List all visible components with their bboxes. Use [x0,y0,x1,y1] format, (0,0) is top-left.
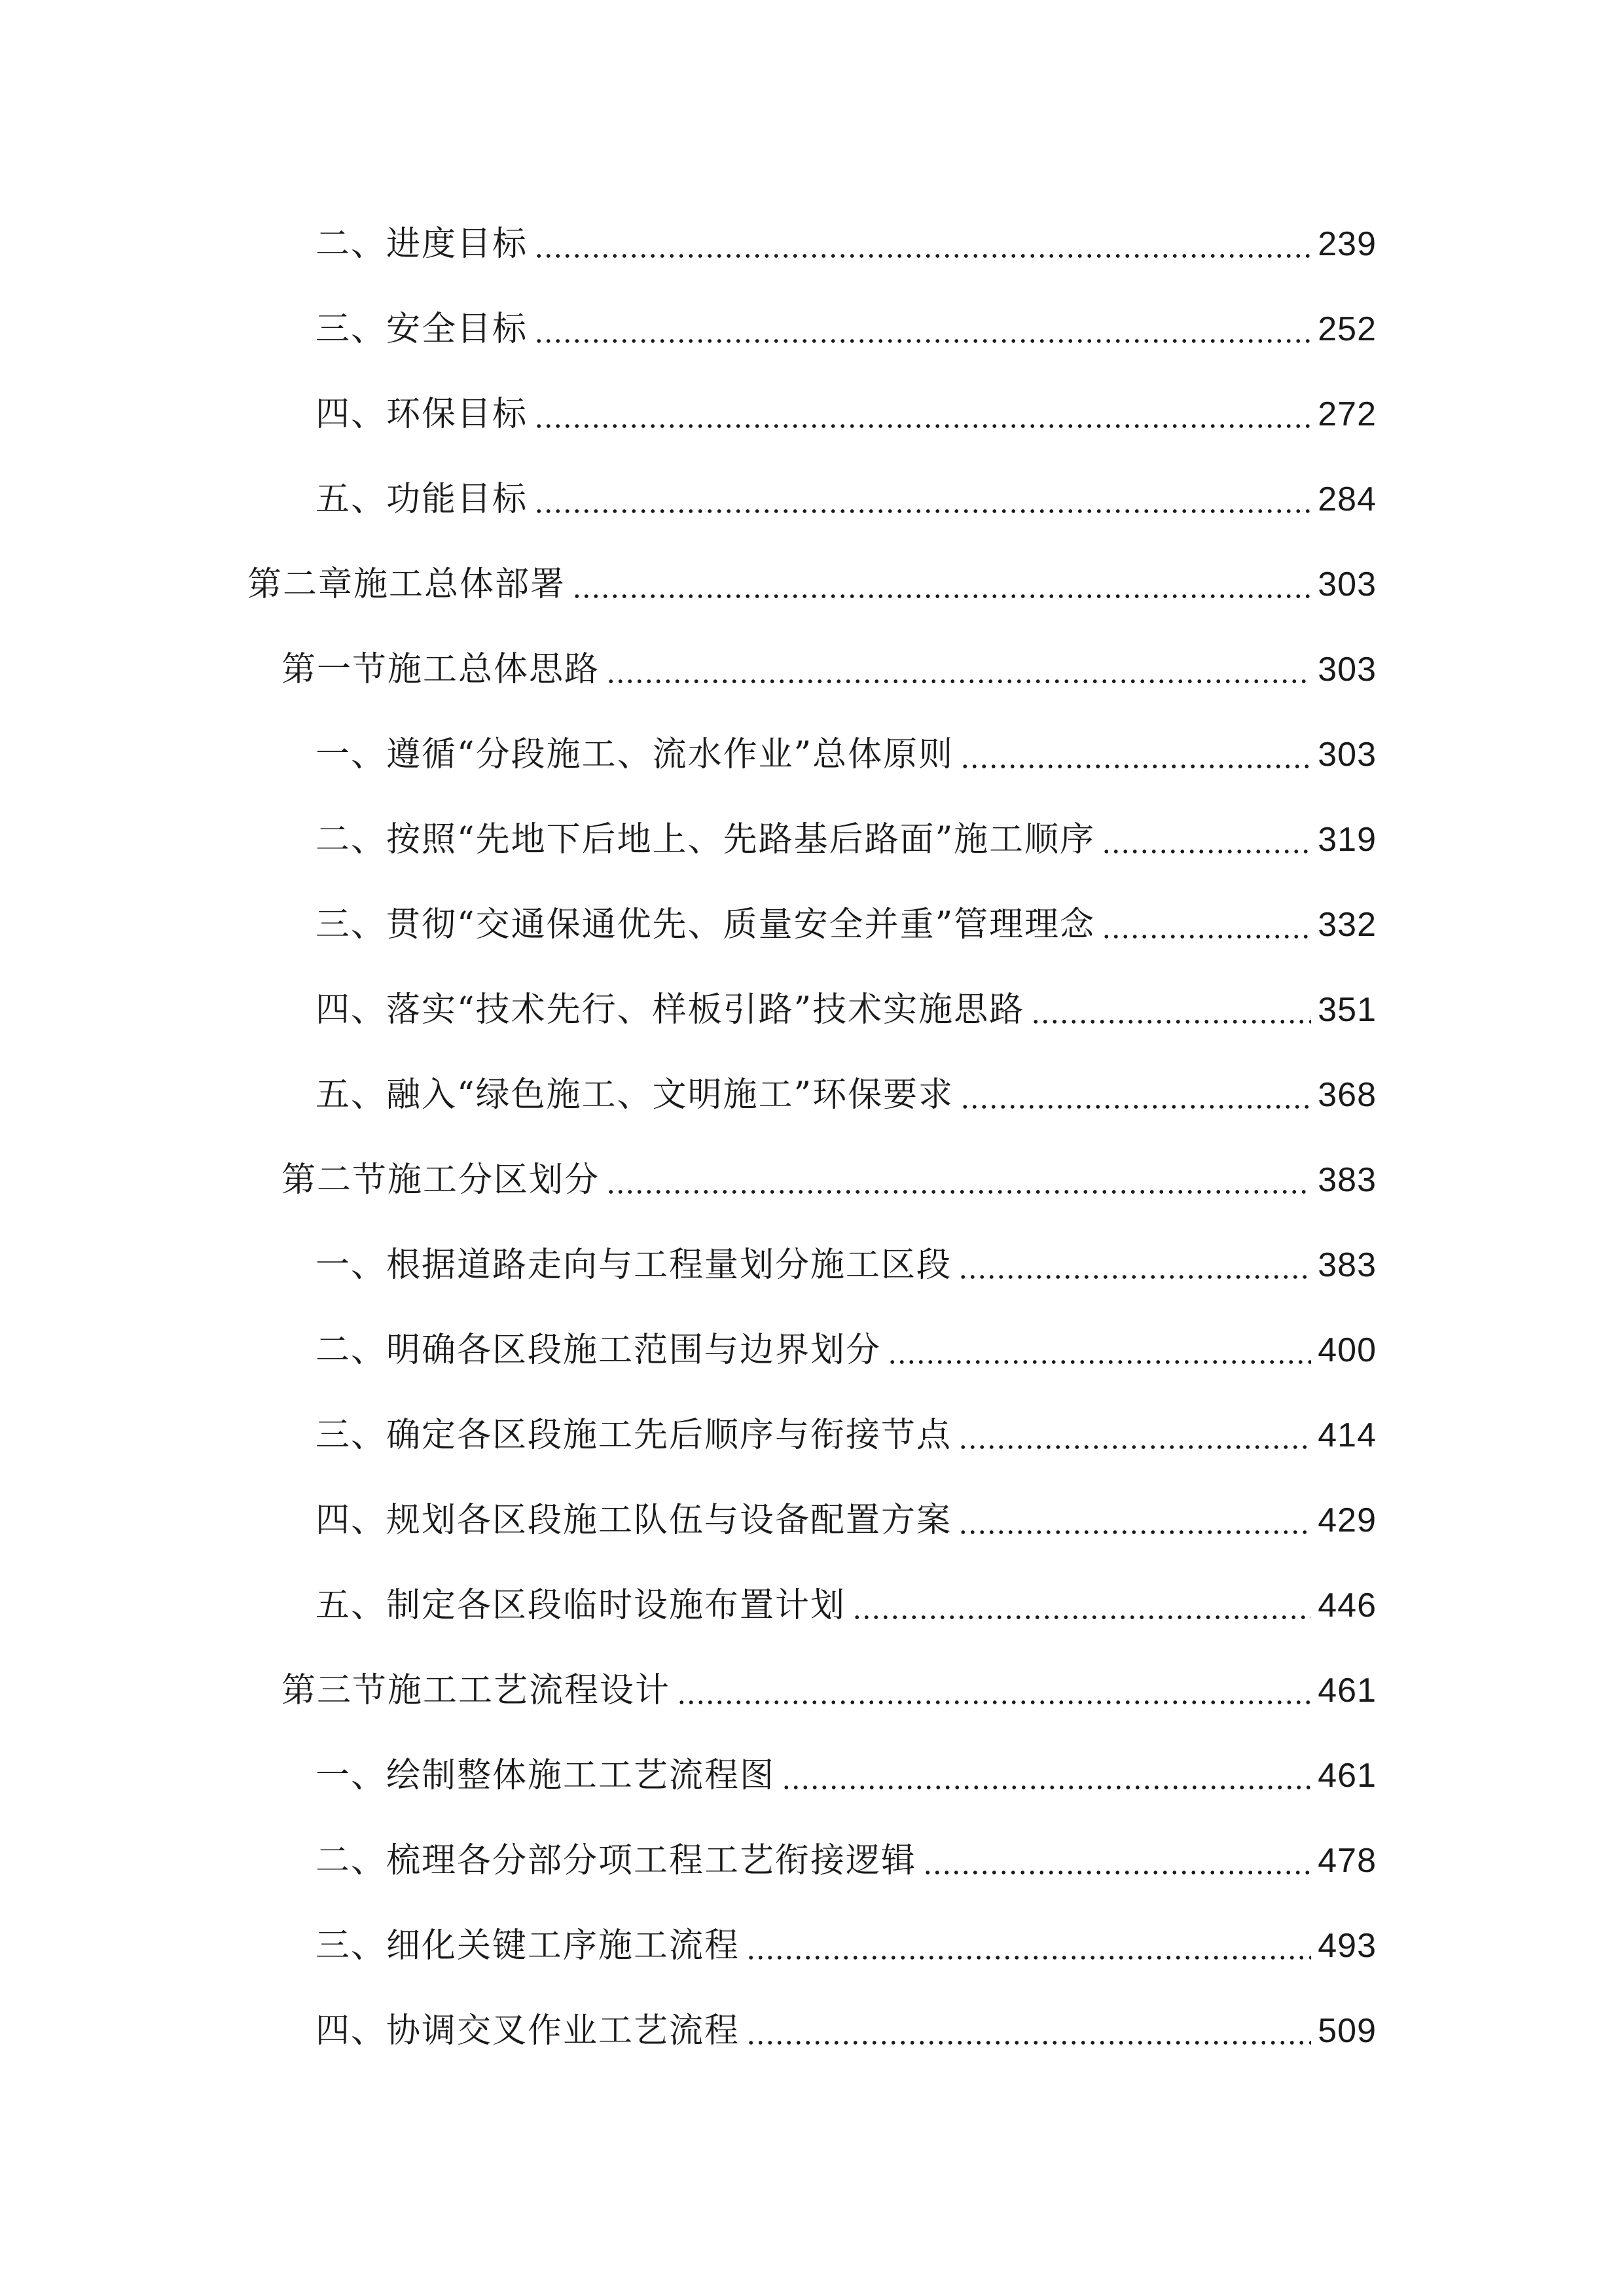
toc-entry[interactable] [0,1393,1624,1478]
toc-entry-page: 400 [1318,1331,1377,1369]
toc-entry-page: 284 [1318,480,1377,518]
toc-entry-page: 461 [1318,1672,1377,1710]
toc-dot-leader [746,2040,1311,2045]
toc-entry-page: 303 [1318,565,1377,603]
toc-dot-leader [782,1785,1311,1790]
toc-entry[interactable] [0,1223,1624,1308]
toc-entry[interactable] [0,712,1624,797]
toc-dot-leader [958,1274,1311,1280]
toc-entry-page: 478 [1318,1842,1377,1880]
toc-entry-page: 272 [1318,395,1377,433]
toc-entry-title: 一、遵循“分段施工、流水作业”总体原则 [316,735,954,774]
toc-chapter-entry[interactable] [0,542,1624,627]
toc-entry[interactable] [0,1733,1624,1818]
toc-entry-title: 第一节施工总体思路 [281,650,600,689]
toc-dot-leader [606,679,1311,684]
toc-dot-leader [534,338,1311,344]
toc-entry-page: 239 [1318,225,1377,263]
toc-entry-page: 368 [1318,1076,1377,1114]
toc-entry[interactable] [0,1563,1624,1648]
toc-entry-title: 第二章施工总体部署 [247,565,566,604]
toc-entry-title: 一、根据道路走向与工程量划分施工区段 [316,1246,952,1285]
toc-entry-title: 三、安全目标 [316,310,528,349]
toc-entry-title: 三、确定各区段施工先后顺序与衔接节点 [316,1416,952,1455]
toc-entry-title: 二、进度目标 [316,224,528,264]
toc-dot-leader [958,1530,1311,1535]
toc-dot-leader [1102,849,1311,854]
toc-entry[interactable] [0,967,1624,1052]
toc-section-entry[interactable] [0,1648,1624,1733]
toc-entry-title: 五、融入“绿色施工、文明施工”环保要求 [316,1075,954,1115]
toc-entry-page: 383 [1318,1161,1377,1199]
toc-entry-page: 383 [1318,1246,1377,1284]
toc-entry-title: 四、环保目标 [316,395,528,434]
toc-dot-leader [746,1955,1311,1960]
toc-entry-title: 第二节施工分区划分 [281,1160,600,1200]
toc-entry[interactable] [0,287,1624,372]
toc-dot-leader [923,1870,1311,1875]
toc-entry-page: 429 [1318,1501,1377,1539]
toc-dot-leader [572,594,1311,599]
toc-entry-title: 五、功能目标 [316,480,528,519]
toc-dot-leader [677,1700,1311,1705]
toc-entry-title: 四、规划各区段施工队伍与设备配置方案 [316,1501,952,1540]
toc-entry-title: 第三节施工工艺流程设计 [281,1671,671,1710]
toc-entry-title: 二、明确各区段施工范围与边界划分 [316,1331,882,1370]
toc-dot-leader [1102,934,1311,939]
toc-entry-title: 一、绘制整体施工工艺流程图 [316,1756,776,1795]
toc-entry-page: 252 [1318,310,1377,348]
toc-entry[interactable] [0,1903,1624,1988]
toc-entry[interactable] [0,202,1624,287]
toc-entry-title: 四、落实“技术先行、样板引路”技术实施思路 [316,990,1025,1030]
toc-entry[interactable] [0,457,1624,542]
toc-dot-leader [888,1359,1311,1365]
toc-dot-leader [606,1189,1311,1194]
toc-entry-title: 二、梳理各分部分项工程工艺衔接逻辑 [316,1841,917,1880]
toc-dot-leader [534,423,1311,429]
toc-entry[interactable] [0,1988,1624,2073]
toc-dot-leader [852,1615,1311,1620]
toc-entry-page: 303 [1318,736,1377,774]
toc-dot-leader [534,509,1311,514]
toc-dot-leader [960,764,1311,769]
toc-entry[interactable] [0,797,1624,882]
toc-entry-page: 461 [1318,1757,1377,1795]
toc-entry[interactable] [0,372,1624,457]
toc-entry-page: 446 [1318,1587,1377,1624]
toc-entry[interactable] [0,1818,1624,1903]
toc-entry-title: 五、制定各区段临时设施布置计划 [316,1586,846,1625]
toc-entry-page: 319 [1318,821,1377,859]
toc-section-entry[interactable] [0,627,1624,712]
toc-entry-title: 三、贯彻“交通保通优先、质量安全并重”管理理念 [316,905,1096,944]
toc-entry-page: 332 [1318,906,1377,944]
toc-entry-page: 351 [1318,991,1377,1029]
toc-entry-title: 二、按照“先地下后地上、先路基后路面”施工顺序 [316,820,1096,859]
toc-entry-page: 303 [1318,651,1377,689]
toc-entry-title: 四、协调交叉作业工艺流程 [316,2011,740,2051]
toc-entry-page: 414 [1318,1416,1377,1454]
toc-entry[interactable] [0,882,1624,967]
toc-dot-leader [534,253,1311,259]
table-of-contents [0,202,1624,2073]
toc-dot-leader [1031,1019,1311,1024]
toc-section-entry[interactable] [0,1138,1624,1223]
toc-entry-page: 493 [1318,1927,1377,1965]
toc-entry[interactable] [0,1308,1624,1393]
toc-entry[interactable] [0,1052,1624,1138]
toc-dot-leader [958,1444,1311,1450]
toc-entry[interactable] [0,1478,1624,1563]
toc-entry-page: 509 [1318,2012,1377,2050]
toc-dot-leader [960,1104,1311,1109]
toc-entry-title: 三、细化关键工序施工流程 [316,1926,740,1965]
